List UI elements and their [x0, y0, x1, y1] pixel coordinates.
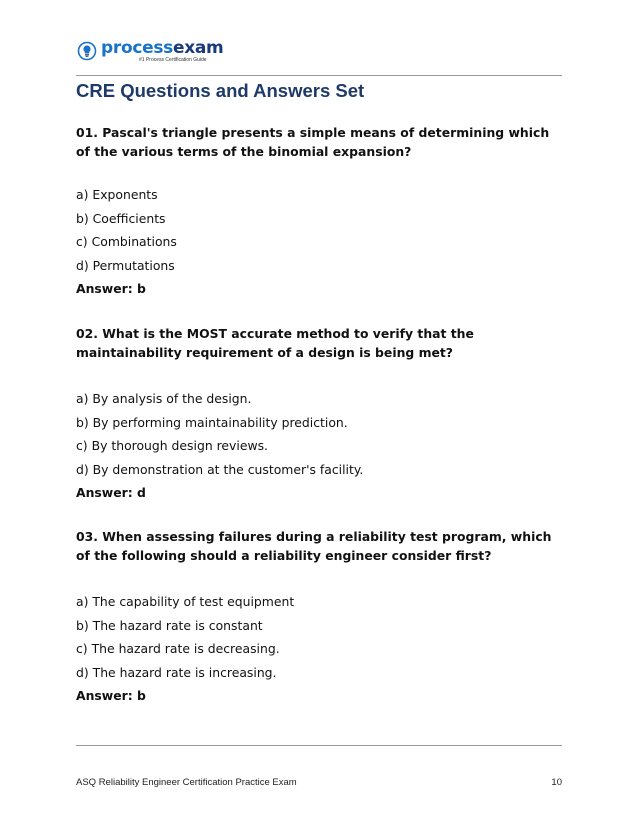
question-text: 03. When assessing failures during a reliability test program, which of the following should a reliability engineer consider first? [76, 529, 552, 563]
option-list [76, 594, 566, 688]
option-d: d) The hazard rate is increasing. [76, 664, 277, 680]
option-b: b) By performing maintainability prediction. [76, 414, 348, 430]
option-a: a) The capability of test equipment [76, 594, 295, 609]
option-a: a) Exponents [76, 187, 158, 202]
option-c: c) Combinations [76, 234, 177, 249]
answer-text: Answer: d [76, 485, 146, 500]
page-number: 10 [551, 777, 562, 788]
question-text: 02. What is the MOST accurate method to verify that the maintainability requirement of a design is being met? [76, 326, 474, 360]
option-b: b) Coefficients [76, 210, 166, 226]
lightbulb-icon [77, 41, 97, 61]
logo-tagline: #1 Process Certification Guide [139, 56, 207, 63]
question-text: 01. Pascal's triangle presents a simple means of determining which of the various terms of the binomial expansion? [76, 125, 550, 159]
question-block [76, 324, 566, 501]
answer-text: Answer: b [76, 688, 146, 703]
footer-title: ASQ Reliability Engineer Certification Practice Exam [76, 777, 297, 788]
option-d: d) Permutations [76, 257, 175, 273]
option-d: d) By demonstration at the customer's facility. [76, 461, 364, 477]
option-a: a) By analysis of the design. [76, 391, 252, 406]
option-c: c) By thorough design reviews. [76, 438, 268, 453]
question-block [76, 527, 566, 704]
logo-word-process: process [101, 37, 173, 58]
footer-divider [76, 745, 562, 746]
question-block [76, 123, 566, 297]
logo-word-exam: exam [172, 37, 224, 58]
header-divider [76, 75, 562, 76]
option-list [76, 187, 566, 281]
option-list [76, 391, 566, 485]
answer-text: Answer: b [76, 281, 146, 296]
processexam-logo [77, 36, 223, 66]
option-c: c) The hazard rate is decreasing. [76, 641, 280, 656]
option-b: b) The hazard rate is constant [76, 617, 263, 633]
page-title: CRE Questions and Answers Set [76, 80, 365, 101]
